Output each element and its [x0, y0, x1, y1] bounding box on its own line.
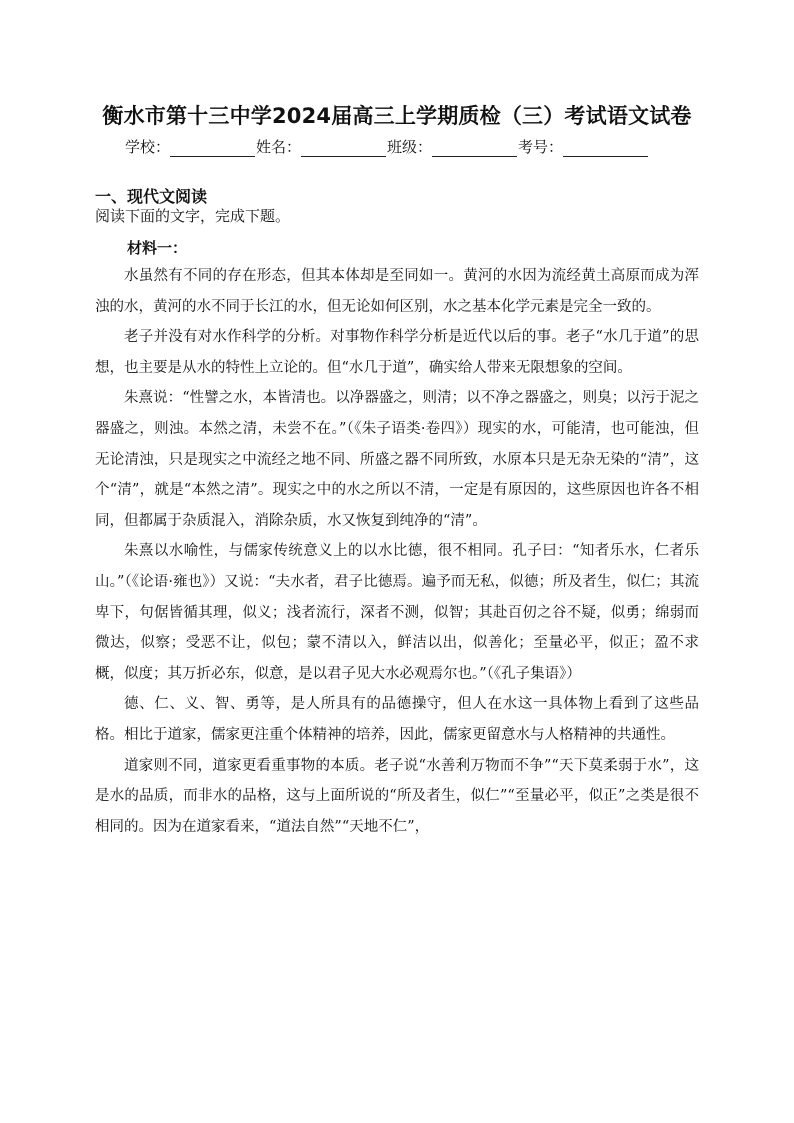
exam-title: 衡水市第十三中学2024届高三上学期质检（三）考试语文试卷: [102, 104, 692, 128]
passage-paragraph: 朱熹说：“性譬之水，本皆清也。以净器盛之，则清；以不净之器盛之，则臭；以污于泥之器盛之，则浊。本然之清，未尝不在。”（《朱子语类·卷四》）现实的水，可能清，也可能浊，但无论清浊，只是现实之中流经之地不同、所盛之器不同所致，水原本只是无杂无染的“清”，这个“清”，就是“本然之清”。现实之中的水之所以不清，一定是有原因的，这些原因也许各不相同，但都属于杂质混入，消除杂质，水又恢复到纯净的“清”。: [95, 390, 699, 529]
exam-number-label: 考号：: [518, 138, 564, 156]
reading-passage: [95, 261, 699, 842]
section-instruction: 阅读下面的文字，完成下题。: [95, 207, 291, 225]
passage-paragraph: 老子并没有对水作科学的分析。对事物作科学分析是近代以后的事。老子“水几于道”的思想，也主要是从水的特性上立论的。但“水几于道”，确实给人带来无限想象的空间。: [95, 329, 699, 376]
passage-paragraph: 德、仁、义、智、勇等，是人所具有的品德操守，但人在水这一具体物上看到了这些品格。相比于道家，儒家更注重个体精神的培养，因此，儒家更留意水与人格精神的共通性。: [95, 696, 699, 743]
name-blank: [301, 140, 386, 157]
section-heading: 一、现代文阅读: [95, 187, 208, 206]
passage-paragraph: 水虽然有不同的存在形态，但其本体却是至同如一。黄河的水因为流经黄土高原而成为浑浊的水，黄河的水不同于长江的水，但无论如何区别，水之基本化学元素是完全一致的。: [95, 268, 699, 315]
school-label: 学校：: [125, 138, 171, 156]
school-blank: [170, 140, 255, 157]
exam-number-blank: [563, 140, 648, 157]
class-label: 班级：: [387, 138, 433, 156]
class-blank: [432, 140, 517, 157]
student-info-line: [125, 135, 649, 157]
passage-paragraph: 道家则不同，道家更看重事物的本质。老子说“水善利万物而不争”“天下莫柔弱于水”，这是水的品质，而非水的品格，这与上面所说的“所及者生，似仁”“至量必平，似正”之类是很不相同的。因为在道家看来，“道法自然”“天地不仁”，: [95, 757, 699, 835]
passage-paragraph: 朱熹以水喻性，与儒家传统意义上的以水比德，很不相同。孔子曰：“知者乐水，仁者乐山。”（《论语·雍也》）又说：“夫水者，君子比德焉。遍予而无私，似德；所及者生，似仁；其流卑下，句倨皆循其理，似义；浅者流行，深者不测，似智；其赴百仞之谷不疑，似勇；绵弱而微达，似察；受恶不让，似包；蒙不清以入，鲜洁以出，似善化；至量必平，似正；盈不求概，似度；其万折必东，似意，是以君子见大水必观焉尔也。”（《孔子集语》）: [95, 543, 699, 682]
material-label: 材料一：: [127, 239, 188, 257]
name-label: 姓名：: [256, 138, 302, 156]
